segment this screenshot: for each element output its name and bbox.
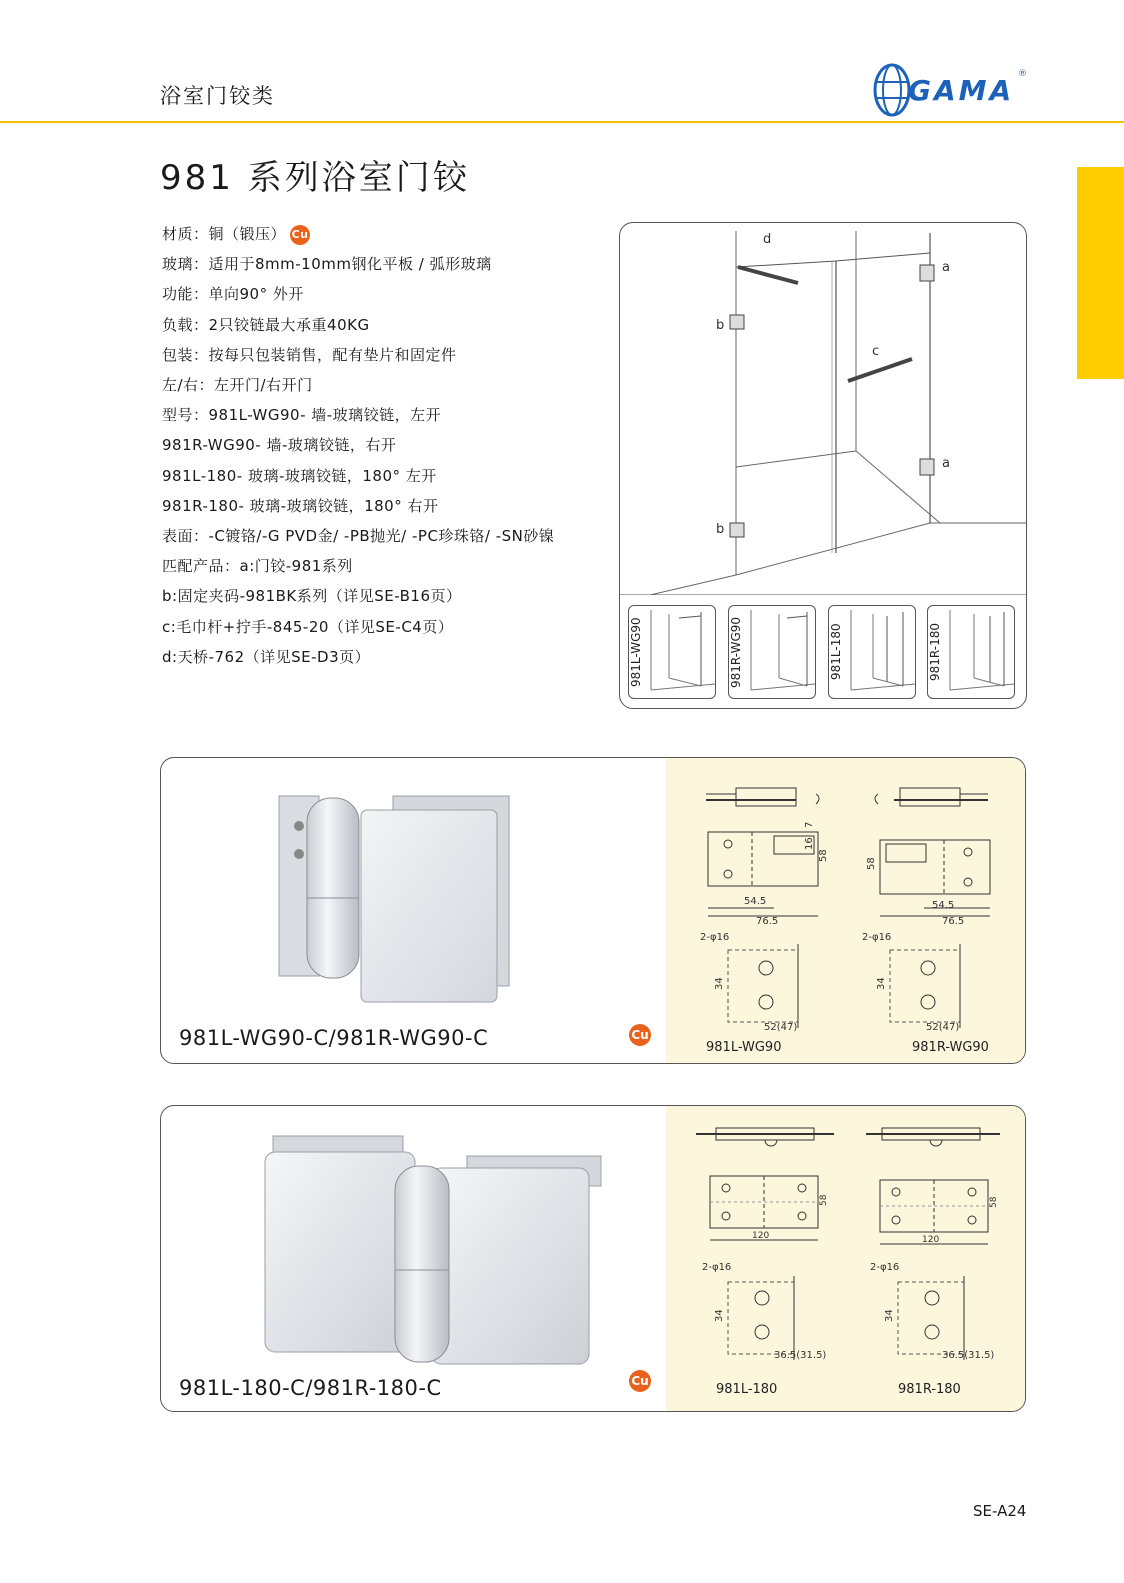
gama-logo <box>872 62 1030 118</box>
spec-model: 981R-180- 玻璃-玻璃铰链，180° 右开 <box>162 496 439 515</box>
spec-matching: d:天桥-762（详见SE-D3页） <box>162 647 371 666</box>
thumbnail-label: 981R-WG90 <box>729 616 743 688</box>
dim-label: 2-φ16 <box>870 1262 900 1273</box>
dim-label: 58 <box>989 1196 999 1208</box>
cu-badge-icon: Cu <box>629 1370 651 1392</box>
dim-label: 2-φ16 <box>702 1262 732 1273</box>
dim-label: 120 <box>922 1235 940 1245</box>
product-name: 981L-180-C/981R-180-C <box>179 1376 442 1400</box>
spec-material <box>162 219 554 249</box>
thumbnail-981r-wg90 <box>728 605 816 699</box>
page-title: 981 系列浴室门铰 <box>160 158 470 198</box>
cu-badge-icon: Cu <box>290 225 310 245</box>
dim-label: 58 <box>818 849 829 862</box>
technical-drawing-panel <box>666 758 1025 1063</box>
dim-label: 2-φ16 <box>862 932 892 943</box>
shower-enclosure-drawing <box>620 223 1026 595</box>
spec-left-right: 左/右：左开门/右开门 <box>162 376 313 395</box>
cu-badge-icon: Cu <box>629 1024 651 1046</box>
spec-model: 981R-WG90- 墙-玻璃铰链，右开 <box>162 436 397 455</box>
thumbnail-label: 981R-180 <box>928 623 942 681</box>
drawing-label-right: 981R-180 <box>898 1382 961 1397</box>
dim-label: 58 <box>819 1194 829 1206</box>
dim-label: 2-φ16 <box>700 932 730 943</box>
product-card-wg90 <box>160 757 1026 1064</box>
spec-matching: 匹配产品：a:门铰-981系列 <box>162 557 353 576</box>
dim-label: 7 <box>804 821 815 828</box>
spec-list <box>162 219 554 672</box>
header-divider <box>0 121 1124 123</box>
dim-label: 54.5 <box>744 896 767 907</box>
thumbnail-label: 981L-180 <box>829 623 843 681</box>
thumbnail-label: 981L-WG90 <box>629 617 643 687</box>
spec-text: 材质：铜（锻压） <box>162 225 287 243</box>
spec-matching: b:固定夹码-981BK系列（详见SE-B16页） <box>162 587 462 606</box>
hinge-wg90-photo <box>161 758 666 1063</box>
dim-label: 34 <box>884 1309 895 1322</box>
spec-glass: 玻璃：适用于8mm-10mm钢化平板 / 弧形玻璃 <box>162 255 492 274</box>
spec-finish: 表面：-C镀铬/-G PVD金/ -PB抛光/ -PC珍珠铬/ -SN砂镍 <box>162 527 555 546</box>
drawing-label-right: 981R-WG90 <box>912 1040 989 1055</box>
scene-label-c: c <box>872 344 880 359</box>
dim-label: 34 <box>876 977 887 990</box>
dim-label: 52(47) <box>764 1022 798 1033</box>
thumbnail-981l-180 <box>828 605 916 699</box>
category-heading: 浴室门铰类 <box>160 84 275 108</box>
dim-label: 34 <box>714 1309 725 1322</box>
dim-label: 36.5(31.5) <box>774 1350 827 1361</box>
dim-label: 52(47) <box>926 1022 960 1033</box>
scene-label-b: b <box>716 318 725 333</box>
scene-label-b: b <box>716 522 725 537</box>
gama-logo-graphic <box>872 62 1030 118</box>
drawing-label-left: 981L-WG90 <box>706 1040 782 1055</box>
spec-packing: 包装：按每只包装销售，配有垫片和固定件 <box>162 345 457 364</box>
dim-label: 16 <box>804 837 815 850</box>
dim-label: 76.5 <box>942 916 965 927</box>
spec-model: 型号：981L-WG90- 墙-玻璃铰链，左开 <box>162 406 442 425</box>
spec-model: 981L-180- 玻璃-玻璃铰链，180° 左开 <box>162 466 437 485</box>
drawing-label-left: 981L-180 <box>716 1382 778 1397</box>
scene-label-d: d <box>763 232 772 247</box>
dim-label: 54.5 <box>932 900 955 911</box>
thumbnail-981l-wg90 <box>628 605 716 699</box>
brand-name: GAMA <box>908 74 1015 107</box>
technical-drawing-panel <box>666 1106 1025 1411</box>
product-name: 981L-WG90-C/981R-WG90-C <box>179 1026 489 1050</box>
wg90-dimension-drawing <box>666 758 1025 1063</box>
section-tab <box>1077 167 1124 379</box>
shower-scene-panel <box>619 222 1027 709</box>
180-dimension-drawing <box>666 1106 1025 1411</box>
page-number: SE-A24 <box>973 1502 1027 1520</box>
spec-matching: c:毛巾杆+拧手-845-20（详见SE-C4页） <box>162 617 454 636</box>
spec-function: 功能：单向90° 外开 <box>162 285 304 304</box>
brand-registered-mark: ® <box>1018 69 1027 79</box>
product-card-180 <box>160 1105 1026 1412</box>
scene-label-a: a <box>942 260 950 275</box>
dim-label: 58 <box>866 857 877 870</box>
spec-load: 负载：2只铰链最大承重40KG <box>162 315 370 334</box>
hinge-180-photo <box>161 1106 666 1411</box>
dim-label: 34 <box>714 977 725 990</box>
scene-label-a: a <box>942 456 950 471</box>
dim-label: 76.5 <box>756 916 779 927</box>
thumbnail-981r-180 <box>927 605 1015 699</box>
dim-label: 120 <box>752 1231 770 1241</box>
dim-label: 36.5(31.5) <box>942 1350 995 1361</box>
